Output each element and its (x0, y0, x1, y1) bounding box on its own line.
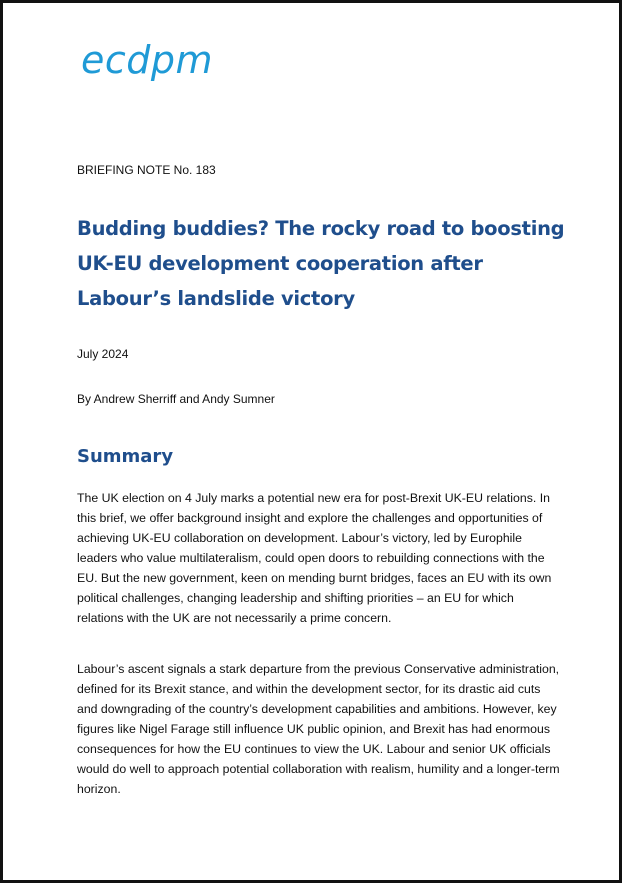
authors-line: By Andrew Sherriff and Andy Sumner (77, 392, 275, 406)
briefing-note-label: BRIEFING NOTE No. 183 (77, 163, 216, 177)
ecdpm-logo: ecdpm (81, 38, 214, 82)
summary-paragraph-2: Labour’s ascent signals a stark departure from the previous Conservative administration, defined for its Brexit stance, and within the development sector, for its drastic aid cuts and downgrading of the country’s development capabilities and ambitions. However, key figures like Nigel Farage still influence UK public opinion, and Brexit has had enormous consequences for how the EU continues to view the UK. Labour and senior UK officials would do well to approach potential collaboration with realism, humility and a longer-term horizon. (77, 662, 560, 796)
summary-heading: Summary (77, 446, 174, 467)
publication-date: July 2024 (77, 347, 129, 361)
summary-paragraph-1: The UK election on 4 July marks a potential new era for post-Brexit UK-EU relations. In this brief, we offer background insight and explore the challenges and opportunities of achieving UK-EU collaboration on development. Labour’s victory, led by Europhile leaders who value multilateralism, could open doors to rebuilding connections with the EU. But the new government, keen on mending burnt bridges, faces an EU with its own political challenges, changing leadership and shifting priorities – an EU for which relations with the UK are not necessarily a prime concern. (77, 491, 552, 625)
document-title: Budding buddies? The rocky road to boosting UK-EU development cooperation after Labour’s landslide victory (77, 217, 565, 310)
